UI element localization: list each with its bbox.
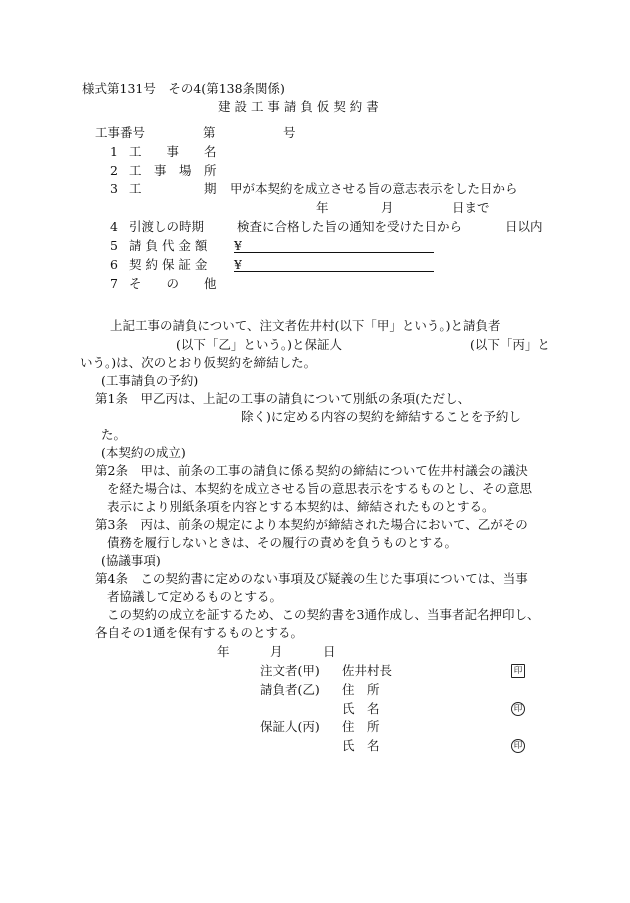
period-month: 月 — [381, 200, 394, 215]
period-until: 日まで — [452, 200, 490, 215]
item-label-other: そ の 他 — [129, 276, 217, 291]
article-4: 者協議して定めるものとする。 — [107, 589, 283, 604]
period-year: 年 — [316, 200, 329, 215]
contractor-role: 請負者(乙) — [260, 682, 320, 697]
body-paragraph: いう。)は、次のとおり仮契約を締結した。 — [80, 355, 317, 370]
item-label-work-name: 工 事 名 — [129, 144, 217, 159]
item-label-contract-amount: 請 負 代 金 額 — [129, 238, 208, 253]
delivery-suffix: 日以内 — [505, 219, 543, 234]
item-label-period: 工 期 — [129, 181, 217, 196]
item-num: 3 — [110, 181, 118, 196]
article-2: 第2条 甲は、前条の工事の請負に係る契約の締結について佐井村議会の議決 — [95, 463, 528, 478]
item-label-delivery: 引渡しの時期 — [129, 219, 205, 234]
work-number-label: 工事番号 — [95, 125, 146, 140]
article-heading: (工事請負の予約) — [101, 373, 199, 388]
article-1: 第1条 甲乙丙は、上記の工事の請負について別紙の条項(ただし、 — [95, 391, 471, 406]
signature-year: 年 — [217, 644, 230, 659]
yen-sign: ¥ — [234, 238, 242, 253]
square-seal-icon: 印 — [511, 664, 525, 678]
delivery-text: 検査に合格した旨の通知を受けた日から — [237, 219, 463, 234]
body-paragraph: 上記工事の請負について、注文者佐井村(以下「甲」という。)と請負者 — [110, 318, 501, 333]
article-heading: (協議事項) — [101, 553, 161, 568]
article-1: 除く)に定める内容の契約を締結することを予約し — [241, 409, 521, 424]
guarantor-name-label: 氏 名 — [342, 738, 380, 753]
item-num: 6 — [110, 257, 118, 272]
item-num: 4 — [110, 219, 118, 234]
guarantor-role: 保証人(丙) — [260, 719, 320, 734]
article-4: 第4条 この契約書に定めのない事項及び疑義の生じた事項については、当事 — [95, 571, 528, 586]
work-number-gou: 号 — [283, 125, 296, 140]
article-heading: (本契約の成立) — [101, 445, 186, 460]
body-paragraph: (以下「丙」と — [470, 337, 550, 352]
article-2: を経た場合は、本契約を成立させる旨の意思表示をするものとし、その意思 — [107, 481, 533, 496]
round-seal-icon: 印 — [511, 702, 525, 716]
item-label-deposit: 契 約 保 証 金 — [129, 257, 208, 272]
period-text: 甲が本契約を成立させる旨の意志表示をした日から — [230, 181, 518, 196]
item-num: 5 — [110, 238, 118, 253]
closing-paragraph: 各自その1通を保有するものとする。 — [95, 625, 303, 640]
article-1: た。 — [101, 427, 127, 442]
contractor-name-label: 氏 名 — [342, 701, 380, 716]
signature-day: 日 — [323, 644, 336, 659]
guarantor-address-label: 住 所 — [342, 719, 380, 734]
yen-sign: ¥ — [234, 257, 242, 272]
amount-underline — [234, 252, 434, 253]
round-seal-icon: 印 — [511, 739, 525, 753]
article-3: 債務を履行しないときは、その履行の責めを負うものとする。 — [107, 535, 458, 550]
article-2: 表示により別紙条項を内容とする本契約は、締結されたものとする。 — [107, 499, 495, 514]
deposit-underline — [234, 271, 434, 272]
body-paragraph: (以下「乙」という。)と保証人 — [176, 337, 343, 352]
item-label-work-site: 工 事 場 所 — [129, 163, 217, 178]
closing-paragraph: この契約の成立を証するため、この契約書を3通作成し、当事者記名押印し、 — [107, 607, 540, 622]
item-num: 2 — [110, 163, 118, 178]
client-role: 注文者(甲) — [260, 663, 320, 678]
item-num: 1 — [110, 144, 118, 159]
work-number-dai: 第 — [203, 125, 216, 140]
document-title: 建 設 工 事 請 負 仮 契 約 書 — [218, 99, 379, 114]
contractor-address-label: 住 所 — [342, 682, 380, 697]
article-3: 第3条 丙は、前条の規定により本契約が締結された場合において、乙がその — [95, 517, 528, 532]
signature-month: 月 — [270, 644, 283, 659]
form-number: 様式第131号 その4(第138条関係) — [82, 81, 285, 96]
item-num: 7 — [110, 276, 118, 291]
client-name: 佐井村長 — [342, 663, 393, 678]
